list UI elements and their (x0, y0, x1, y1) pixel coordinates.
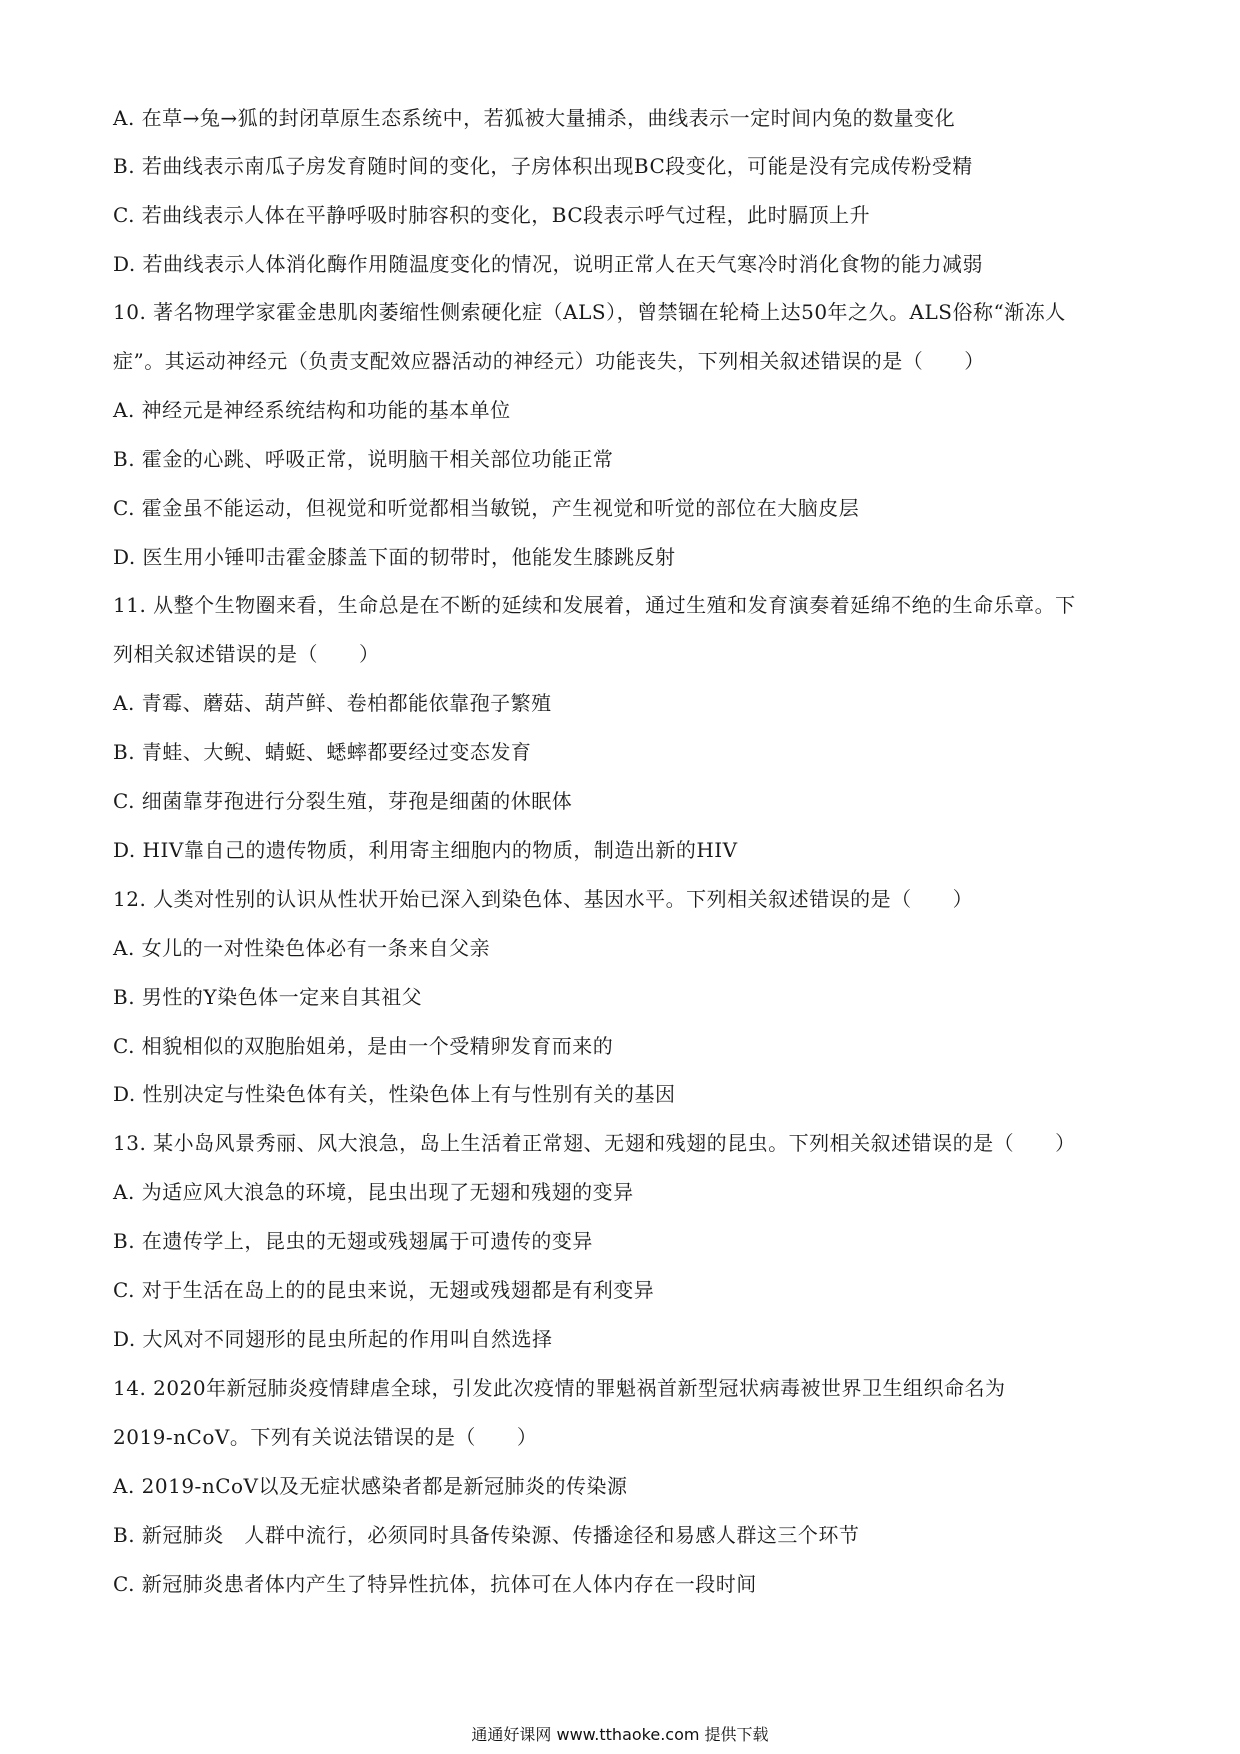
text-line: D. 性别决定与性染色体有关，性染色体上有与性别有关的基因 (113, 1082, 676, 1106)
question-12: 12. 人类对性别的认识从性状开始已深入到染色体、基因水平。下列相关叙述错误的是（ ） (113, 887, 974, 911)
text-line: D. 大风对不同翅形的昆虫所起的作用叫自然选择 (113, 1327, 553, 1351)
text-line: B. 青蛙、大鲵、蜻蜓、蟋蟀都要经过变态发育 (113, 740, 532, 764)
text-line: C. 对于生活在岛上的的昆虫来说，无翅或残翅都是有利变异 (113, 1278, 655, 1302)
text-line: D. 医生用小锤叩击霍金膝盖下面的韧带时，他能发生膝跳反射 (113, 545, 676, 569)
text-line: C. 新冠肺炎患者体内产生了特异性抗体，抗体可在人体内存在一段时间 (113, 1572, 757, 1596)
text-line: C. 霍金虽不能运动，但视觉和听觉都相当敏锐，产生视觉和听觉的部位在大脑皮层 (113, 496, 860, 520)
text-line: B. 在遗传学上，昆虫的无翅或残翅属于可遗传的变异 (113, 1229, 593, 1253)
text-line: B. 男性的Y染色体一定来自其祖父 (113, 985, 423, 1009)
text-line: A. 青霉、蘑菇、葫芦鲜、卷柏都能依靠孢子繁殖 (113, 691, 552, 715)
question-14-line-1: 14. 2020年新冠肺炎疫情肆虐全球，引发此次疫情的罪魁祸首新型冠状病毒被世界卫生组织命名为 (113, 1376, 1006, 1400)
text-line: C. 细菌靠芽孢进行分裂生殖，芽孢是细菌的休眠体 (113, 789, 573, 813)
question-14-line-2: 2019-nCoV。下列有关说法错误的是（ ） (113, 1425, 538, 1449)
text-line: A. 为适应风大浪急的环境，昆虫出现了无翅和残翅的变异 (113, 1180, 634, 1204)
text-line: B. 新冠肺炎 人群中流行，必须同时具备传染源、传播途径和易感人群这三个环节 (113, 1523, 860, 1547)
question-13: 13. 某小岛风景秀丽、风大浪急，岛上生活着正常翅、无翅和残翅的昆虫。下列相关叙述错误的是（ ） (113, 1131, 1076, 1155)
text-line: B. 霍金的心跳、呼吸正常，说明脑干相关部位功能正常 (113, 447, 614, 471)
question-10-line-2: 症”。其运动神经元（负责支配效应器活动的神经元）功能丧失，下列相关叙述错误的是（ ） (113, 349, 985, 373)
text-line: D. 若曲线表示人体消化酶作用随温度变化的情况，说明正常人在天气寒冷时消化食物的能力减弱 (113, 252, 984, 276)
question-10-line-1: 10. 著名物理学家霍金患肌肉萎缩性侧索硬化症（ALS），曾禁锢在轮椅上达50年之久。ALS俗称“渐冻人 (113, 300, 1066, 324)
text-line: A. 神经元是神经系统结构和功能的基本单位 (113, 398, 511, 422)
text-line: A. 2019-nCoV以及无症状感染者都是新冠肺炎的传染源 (113, 1474, 628, 1498)
text-line: D. HIV靠自己的遗传物质，利用寄主细胞内的物质，制造出新的HIV (113, 838, 738, 862)
page-footer: 通通好课网 www.tthaoke.com 提供下载 (471, 1725, 769, 1744)
text-line: C. 相貌相似的双胞胎姐弟，是由一个受精卵发育而来的 (113, 1034, 614, 1058)
question-11-line-2: 列相关叙述错误的是（ ） (113, 642, 380, 666)
text-line: B. 若曲线表示南瓜子房发育随时间的变化，子房体积出现BC段变化，可能是没有完成传粉受精 (113, 154, 973, 178)
text-line: A. 女儿的一对性染色体必有一条来自父亲 (113, 936, 491, 960)
text-line: C. 若曲线表示人体在平静呼吸时肺容积的变化，BC段表示呼气过程，此时膈顶上升 (113, 203, 871, 227)
text-line: A. 在草→兔→狐的封闭草原生态系统中，若狐被大量捕杀，曲线表示一定时间内兔的数量变化 (113, 106, 956, 130)
question-11-line-1: 11. 从整个生物圈来看，生命总是在不断的延续和发展着，通过生殖和发育演奏着延绵不绝的生命乐章。下 (113, 593, 1076, 617)
